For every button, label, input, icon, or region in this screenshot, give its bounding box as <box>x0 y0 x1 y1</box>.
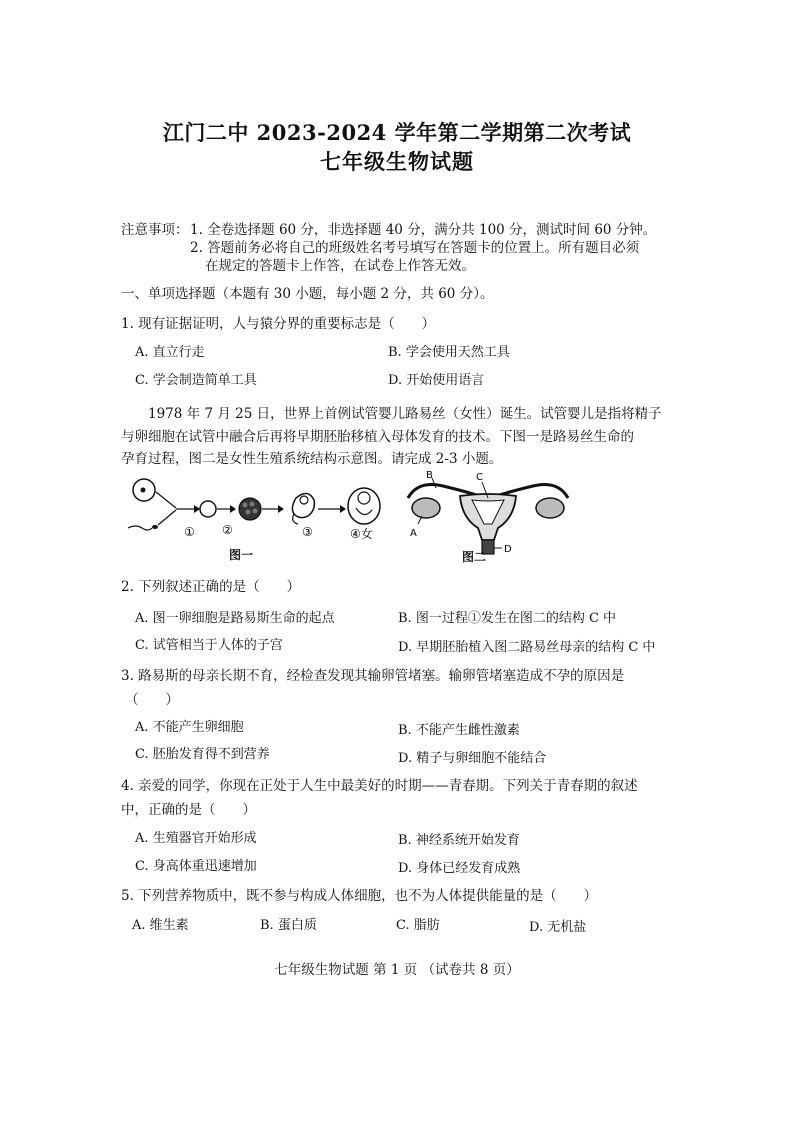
q2-option-d: D. 早期胚胎植入图二路易丝母亲的结构 C 中 <box>398 640 656 655</box>
section-heading: 一、单项选择题（本题有 30 小题，每小题 2 分，共 60 分）。 <box>121 286 494 302</box>
q4-option-d: D. 身体已经发育成熟 <box>398 861 521 876</box>
q1-option-a: A. 直立行走 <box>135 345 205 360</box>
q3-option-a: A. 不能产生卵细胞 <box>135 720 244 735</box>
label-d: D <box>504 544 512 555</box>
q3-stem: 3. 路易斯的母亲长期不育，经检查发现其输卵管堵塞。输卵管堵塞造成不孕的原因是 <box>121 668 625 684</box>
label-b: B <box>426 470 433 481</box>
ovary-right-shape <box>536 498 564 518</box>
embryo-shape <box>292 493 314 517</box>
passage-line-1: 1978 年 7 月 25 日，世界上首例试管婴儿路易丝（女性）诞生。试管婴儿是指将精子 <box>148 406 662 422</box>
q4-option-b: B. 神经系统开始发育 <box>398 833 520 848</box>
notes-item-1: 1. 全卷选择题 60 分，非选择题 40 分，满分共 100 分，测试时间 60 分钟。 <box>190 222 657 238</box>
q5-option-b: B. 蛋白质 <box>260 918 317 933</box>
notes-item-2b: 在规定的答题卡上作答，在试卷上作答无效。 <box>205 258 475 274</box>
q2-option-a: A. 图一卵细胞是路易斯生命的起点 <box>135 611 335 626</box>
q1-option-b: B. 学会使用天然工具 <box>388 345 510 360</box>
q1-stem: 1. 现有证据证明，人与猿分界的重要标志是（ ） <box>121 316 436 332</box>
morula-shape <box>239 498 261 520</box>
step-label-1: ① <box>184 525 195 539</box>
ovary-left-shape <box>412 498 440 518</box>
label-c: C <box>476 472 483 483</box>
figure-2-caption: 图二 <box>462 550 487 564</box>
notes-label: 注意事项： <box>121 222 189 238</box>
q5-option-d: D. 无机盐 <box>529 920 587 935</box>
q3-paren: （ ） <box>125 692 179 708</box>
step-label-3: ③ <box>302 525 313 539</box>
zygote-shape <box>200 501 216 517</box>
label-a: A <box>410 528 417 539</box>
q2-option-c: C. 试管相当于人体的子宫 <box>135 638 283 653</box>
q4-option-c: C. 身高体重迅速增加 <box>135 859 257 874</box>
fetus-shape <box>348 488 380 524</box>
q4-option-a: A. 生殖器官开始形成 <box>135 831 257 846</box>
q1-option-d: D. 开始使用语言 <box>388 373 485 388</box>
passage-line-2: 与卵细胞在试管中融合后再将早期胚胎移植入母体发育的技术。下图一是路易丝生命的 <box>121 429 634 445</box>
q5-stem: 5. 下列营养物质中，既不参与构成人体细胞，也不为人体提供能量的是（ ） <box>121 888 598 904</box>
exam-subtitle: 七年级生物试题 <box>320 149 474 174</box>
step-label-4: ④女 <box>350 527 373 541</box>
q5-option-c: C. 脂肪 <box>396 918 440 933</box>
notes-item-2a: 2. 答题前务必将自己的班级姓名考号填写在答题卡的位置上。所有题目必须 <box>190 240 640 256</box>
q1-option-c: C. 学会制造简单工具 <box>135 373 257 388</box>
q3-option-b: B. 不能产生雌性激素 <box>398 723 520 738</box>
q2-option-b: B. 图一过程①发生在图二的结构 C 中 <box>398 611 617 626</box>
figure-1-caption: 图一 <box>229 548 254 562</box>
q4-stem-line-2: 中，正确的是（ ） <box>121 802 256 818</box>
q3-option-c: C. 胚胎发育得不到营养 <box>135 747 270 762</box>
exam-title: 江门二中 2023-2024 学年第二学期第二次考试 <box>162 120 632 145</box>
passage-line-3: 孕育过程，图二是女性生殖系统结构示意图。请完成 2-3 小题。 <box>121 451 503 467</box>
sperm-shape <box>128 526 152 530</box>
page-footer: 七年级生物试题 第 1 页 （试卷共 8 页） <box>274 962 520 978</box>
step-label-2: ② <box>222 523 233 537</box>
q5-option-a: A. 维生素 <box>132 918 189 933</box>
figure-2-diagram <box>398 468 578 558</box>
q3-option-d: D. 精子与卵细胞不能结合 <box>398 751 547 766</box>
q4-stem-line-1: 4. 亲爱的同学，你现在正处于人生中最美好的时期——青春期。下列关于青春期的叙述 <box>121 778 638 794</box>
q2-stem: 2. 下列叙述正确的是（ ） <box>121 579 301 595</box>
